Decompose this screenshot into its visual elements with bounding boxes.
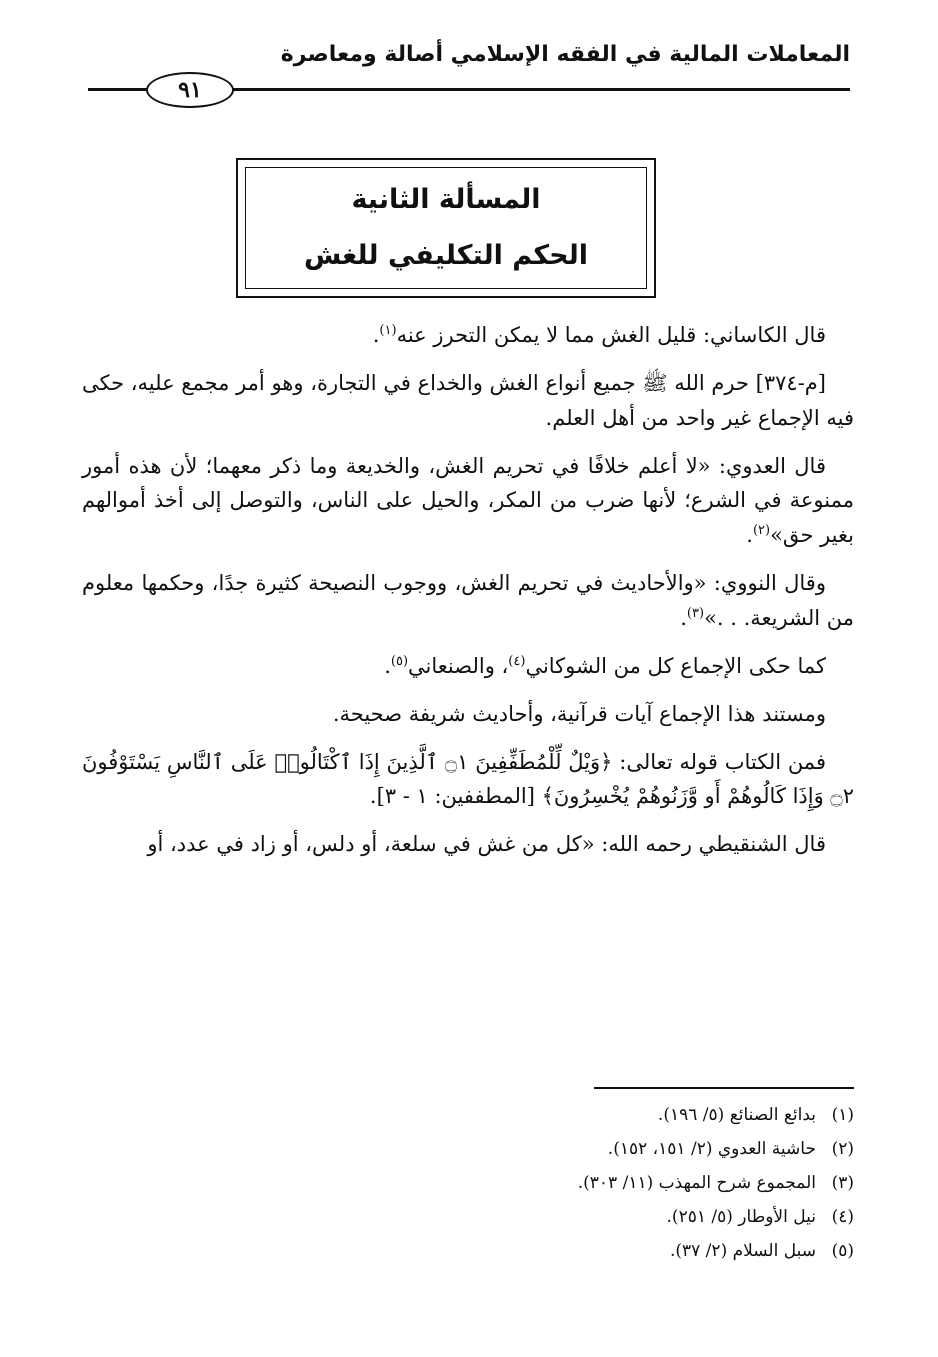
paragraph-shawkani (82, 649, 854, 684)
paragraph-end: . (384, 653, 391, 678)
footnote-item (82, 1234, 854, 1268)
section-title-box (236, 158, 656, 298)
paragraph-basis: ومستند هذا الإجماع آيات قرآنية، وأحاديث شريفة صحيحة. (332, 701, 826, 726)
footnote-item (82, 1132, 854, 1166)
footnote-ref: (٥) (390, 653, 409, 669)
footnote-item (82, 1098, 854, 1132)
paragraph-kasani (82, 318, 854, 353)
running-title: المعاملات المالية في الفقه الإسلامي أصالة ومعاصرة (280, 42, 850, 67)
page-number: ٩١ (146, 72, 234, 108)
body-text (82, 318, 854, 875)
footnote-rule (594, 1087, 854, 1089)
footnote-ref: (٤) (508, 653, 526, 669)
paragraph-shinqiti: قال الشنقيطي رحمه الله: «كل من غش في سلعة، أو دلس، أو زاد في عدد، أو (147, 832, 826, 857)
footnote-ref: (٢) (752, 523, 771, 539)
footnote-number: (٥) (831, 1241, 854, 1261)
footnote-number: (٣) (831, 1173, 854, 1193)
footnote-ref: (٣) (686, 606, 705, 622)
paragraph-quran: فمن الكتاب قوله تعالى: ﴿وَيْلٌ لِّلْمُطَفِّفِينَ ۝١ ٱلَّذِينَ إِذَا ٱكْتَالُوا۟ عَلَى ٱلنَّاسِ يَسْتَوْفُونَ ۝٢ وَإِذَا كَالُوهُمْ أَو وَّزَنُوهُمْ يُخْسِرُونَ﴾ [المطففين: ١ - ٣]. (82, 749, 854, 809)
paragraph-end: . (680, 606, 687, 631)
footnote-number: (١) (831, 1105, 854, 1125)
paragraph-text: قال الكاساني: قليل الغش مما لا يمكن التحرز عنه (396, 323, 826, 347)
footnote-number: (٤) (831, 1207, 854, 1227)
section-title-line-1: المسألة الثانية (351, 184, 541, 215)
section-title-line-2: الحكم التكليفي للغش (303, 240, 588, 271)
paragraph-end: . (372, 323, 380, 347)
footnote-text: المجموع شرح المهذب (١١/ ٣٠٣). (577, 1173, 816, 1193)
footnote-text: نيل الأوطار (٥/ ٢٥١). (666, 1207, 816, 1227)
footnote-text: بدائع الصنائع (٥/ ١٩٦). (657, 1105, 816, 1125)
paragraph-adawi (82, 449, 854, 554)
footnote-ref: (١) (379, 323, 397, 338)
footnote-item (82, 1166, 854, 1200)
footnote-text: سبل السلام (٢/ ٣٧). (669, 1241, 816, 1261)
footnotes (82, 1098, 854, 1268)
paragraph-consensus: [م-٣٧٤] حرم الله ﷺ جميع أنواع الغش والخداع في التجارة، وهو أمر مجمع عليه، حكى فيه الإجماع غير واحد من أهل العلم. (82, 370, 854, 430)
paragraph-text: وقال النووي: «والأحاديث في تحريم الغش، ووجوب النصيحة كثيرة جدًا، وحكمها معلوم من الشريعة. . .» (82, 571, 854, 631)
footnote-item (82, 1200, 854, 1234)
footnote-number: (٢) (831, 1139, 854, 1159)
footnote-text: حاشية العدوي (٢/ ١٥١، ١٥٢). (607, 1139, 816, 1159)
paragraph-text: قال العدوي: «لا أعلم خلافًا في تحريم الغش، والخديعة وما ذكر معهما؛ لأن هذه أمور ممنوعة في الشرع؛ لأنها ضرب من المكر، والحيل على الناس، والتوصل إلى أخذ أموالهم بغير حق» (82, 453, 854, 548)
paragraph-nawawi (82, 566, 854, 636)
paragraph-text: كما حكى الإجماع كل من الشوكاني (525, 653, 826, 678)
paragraph-text: ، والصنعاني (408, 653, 509, 678)
paragraph-end: . (746, 523, 753, 548)
